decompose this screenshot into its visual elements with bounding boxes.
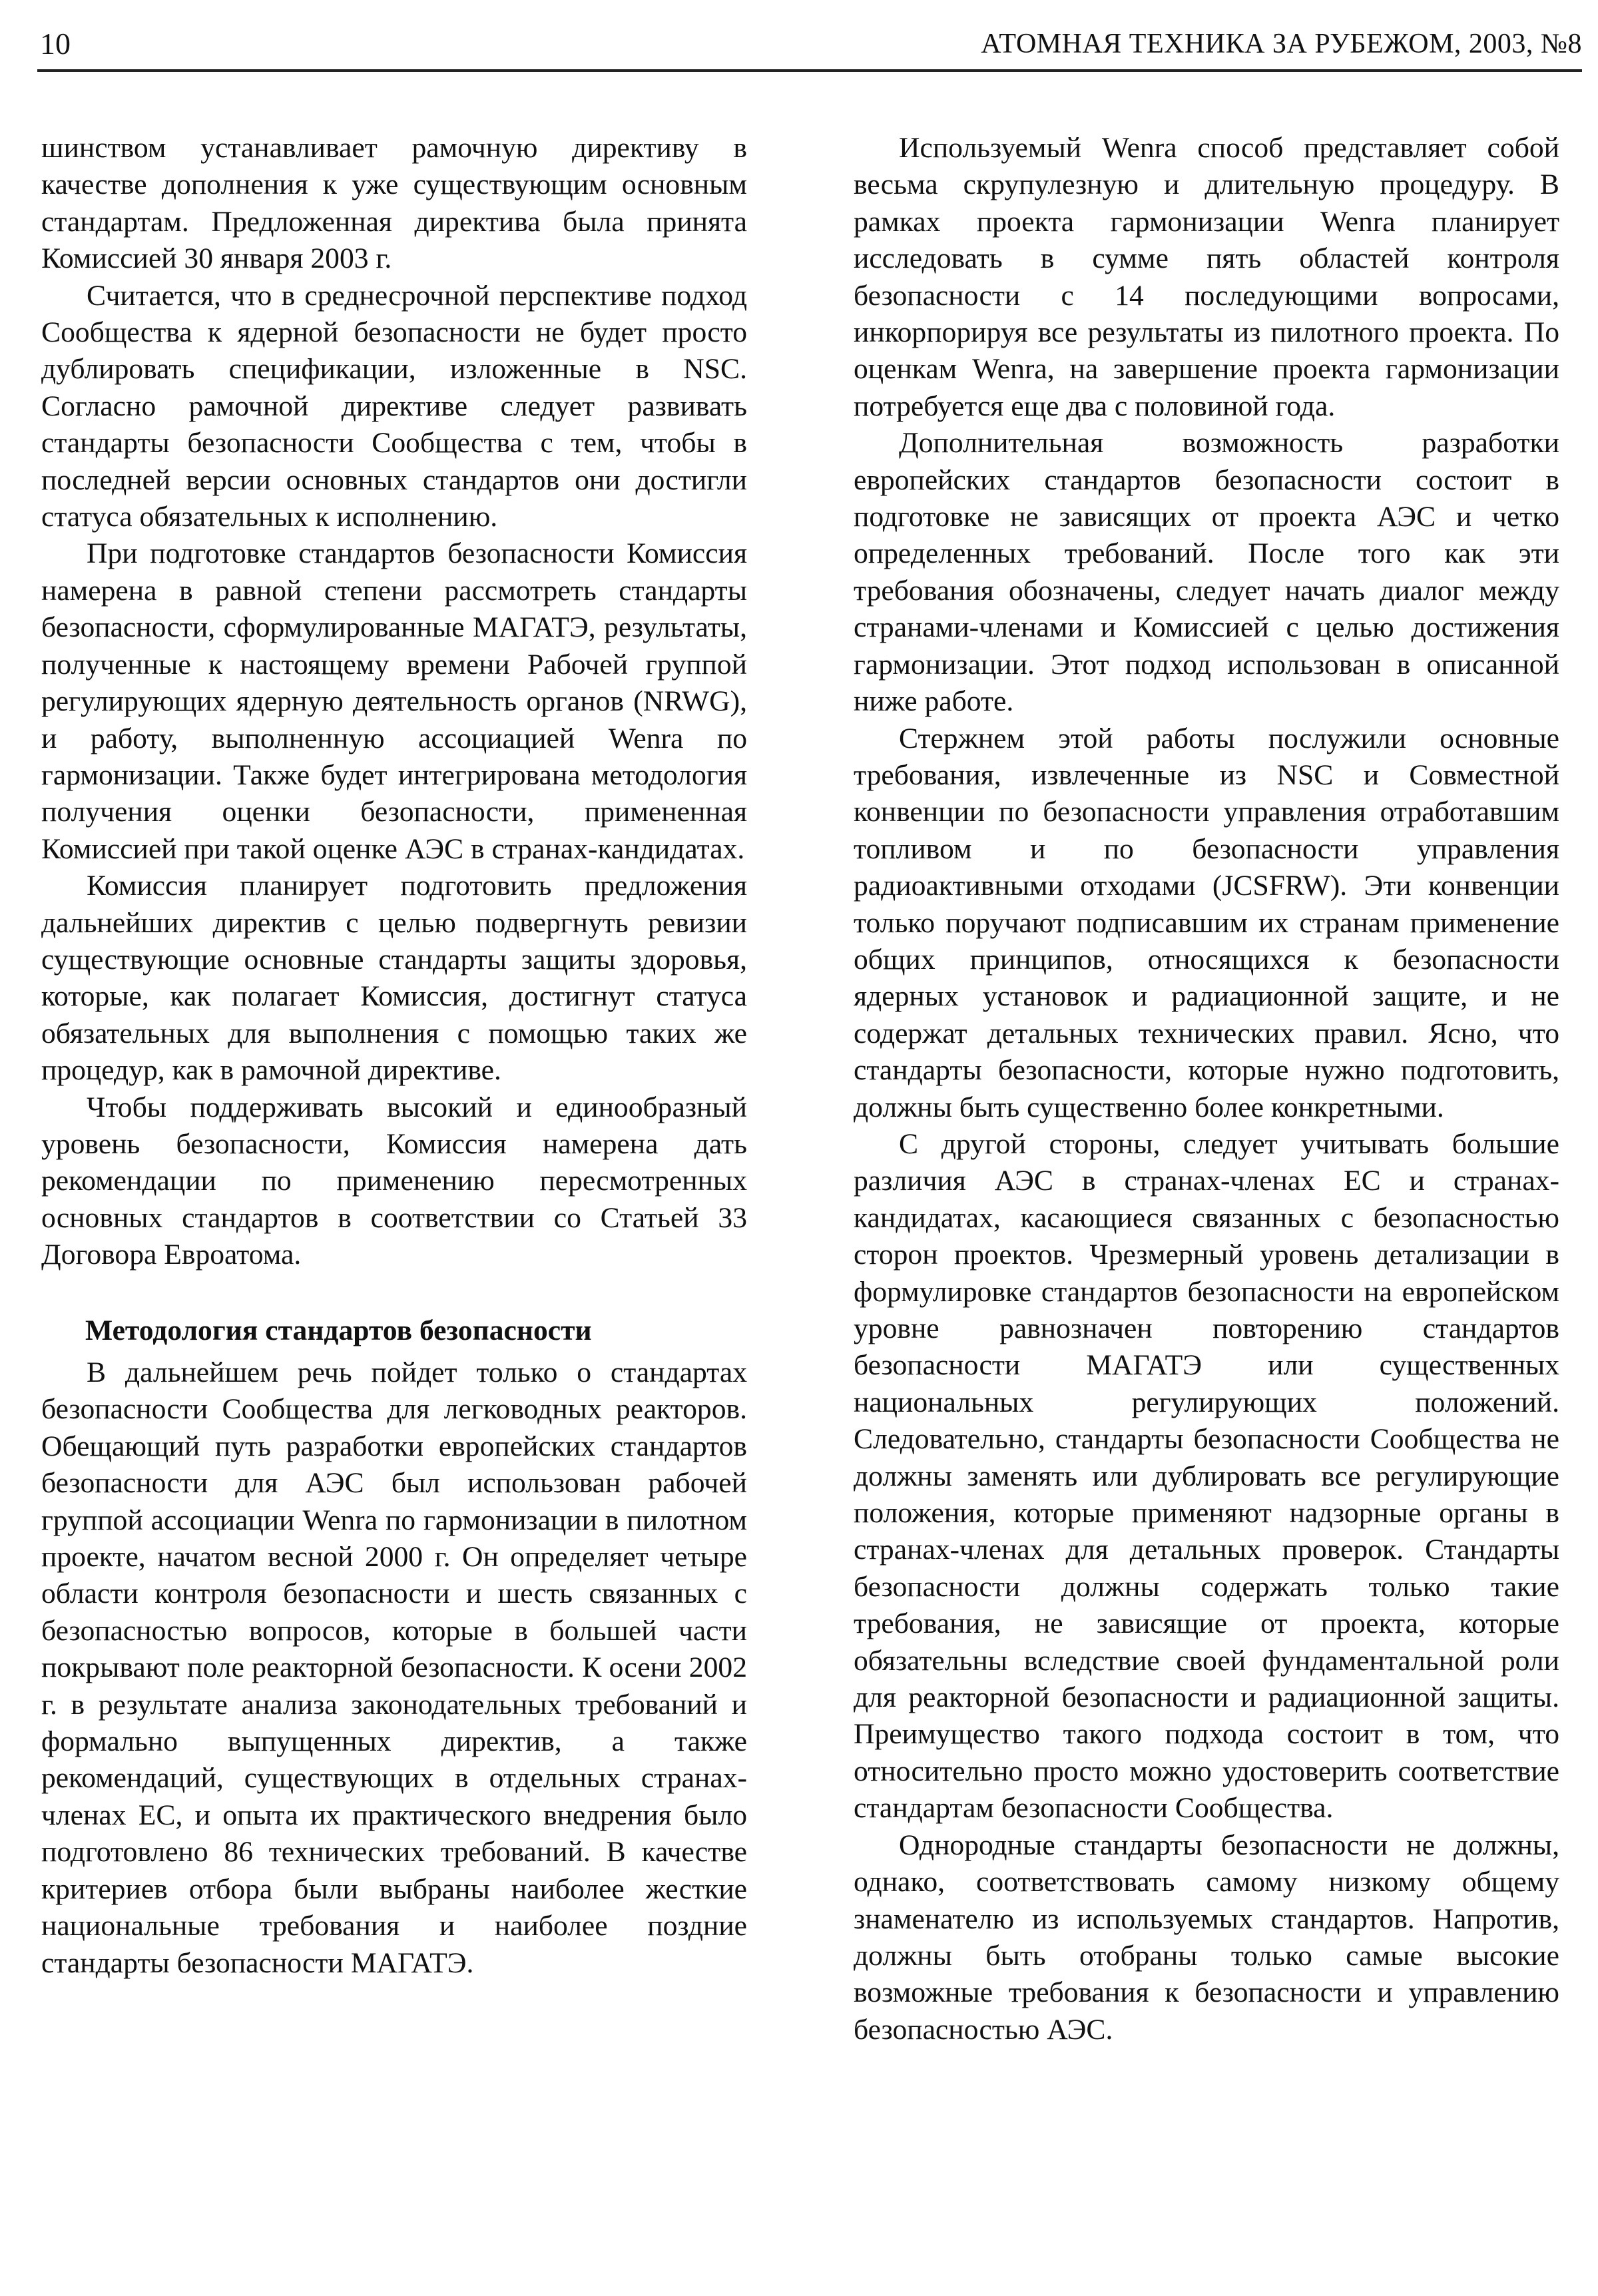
paragraph: В дальнейшем речь пойдет только о стандартах безопасности Сообщества для легководных реакторов. Обещающий путь разработки европейских стандартов безопасности для АЭС был использован рабочей группой ассоциации Wenra по гармонизации в пилотном проекте, начатом весной 2000 г. Он определяет четыре области контроля безопасности и шесть связанных с безопасностью вопросов, которые в большей части покрывают поле реакторной безопасности. К осени 2002 г. в результате анализа законодательных требований и формально выпущенных директив, а также рекомендаций, существующих в отдельных странах-членах ЕС, и опыта их практического внедрения было подготовлено 86 технических требований. В качестве критериев отбора были выбраны наиболее жесткие национальные требования и наиболее поздние стандарты безопасности МАГАТЭ. (41, 1356, 747, 1979)
paragraph: Используемый Wenra способ представляет собой весьма скрупулезную и длительную процедуру. В рамках проекта гармонизации Wenra планирует исследовать в сумме пять областей контроля безопасности с 14 последующими вопросами, инкорпорируя все результаты из пилотного проекта. По оценкам Wenra, на завершение проекта гармонизации потребуется еще два с половиной года. (854, 132, 1559, 422)
left-column (41, 130, 747, 1982)
page-header (37, 23, 1582, 72)
paragraph: Чтобы поддерживать высокий и единообразный уровень безопасности, Комиссия намерена дать рекомендации по применению пересмотренных основных стандартов в соответствии со Статьей 33 Договора Евроатома. (41, 1091, 747, 1271)
paragraph: Считается, что в среднесрочной перспективе подход Сообщества к ядерной безопасности не будет просто дублировать спецификации, изложенные в NSC. Согласно рамочной директиве следует развивать стандарты безопасности Сообщества с тем, чтобы в последней версии основных стандартов они достигли статуса обязательных к исполнению. (41, 279, 747, 533)
paragraph: шинством устанавливает рамочную директиву в качестве дополнения к уже существующим основным стандартам. Предложенная директива была принята Комиссией 30 января 2003 г. (41, 132, 747, 275)
paragraph: При подготовке стандартов безопасности Комиссия намерена в равной степени рассмотреть стандарты безопасности, сформулированные МАГАТЭ, результаты, полученные к настоящему времени Рабочей группой регулирующих ядерную деятельность органов (NRWG), и работу, выполненную ассоциацией Wenra по гармонизации. Также будет интегрирована методология получения оценки безопасности, примененная Комиссией при такой оценке АЭС в странах-кандидатах. (41, 537, 747, 865)
journal-title: АТОМНАЯ ТЕХНИКА ЗА РУБЕЖОМ, 2003, №8 (981, 29, 1582, 59)
page-number: 10 (40, 27, 71, 61)
paragraph: С другой стороны, следует учитывать большие различия АЭС в странах-членах ЕС и странах-кандидатах, касающиеся связанных с безопасностью сторон проектов. Чрезмерный уровень детализации в формулировке стандартов безопасности на европейском уровне равнозначен повторению стандартов безопасности МАГАТЭ или существенных национальных регулирующих положений. Следовательно, стандарты безопасности Сообщества не должны заменять или дублировать все регулирующие положения, которые применяют надзорные органы в странах-членах для детальных проверок. Стандарты безопасности должны содержать только такие требования, не зависящие от проекта, которые обязательны вследствие своей фундаментальной роли для реакторной безопасности и радиационной защиты. Преимущество такого подхода состоит в том, что относительно просто можно удостоверить соответствие стандартам безопасности Сообщества. (854, 1127, 1559, 1825)
paragraph: Однородные стандарты безопасности не должны, однако, соответствовать самому низкому общему знаменателю из используемых стандартов. Напротив, должны быть отобраны только самые высокие возможные требования к безопасности и управлению безопасностью АЭС. (854, 1829, 1559, 2046)
paragraph: Стержнем этой работы послужили основные требования, извлеченные из NSC и Совместной конвенции по безопасности управления отработавшим топливом и по безопасности управления радиоактивными отходами (JCSFRW). Эти конвенции только поручают подписавшим их странам применение общих принципов, относящихся к безопасности ядерных установок и радиационной защите, и не содержат детальных технических правил. Ясно, что стандарты безопасности, которые нужно подготовить, должны быть существенно более конкретными. (854, 722, 1559, 1123)
section-heading: Методология стандартов безопасности (85, 1314, 592, 1346)
paragraph: Дополнительная возможность разработки европейских стандартов безопасности состоит в подготовке не зависящих от проекта АЭС и четко определенных требований. После того как эти требования обозначены, следует начать диалог между странами-членами и Комиссией с целью достижения гармонизации. Этот подход использован в описанной ниже работе. (854, 427, 1559, 718)
right-column (854, 130, 1559, 2048)
paragraph: Комиссия планирует подготовить предложения дальнейших директив с целью подвергнуть ревизии существующие основные стандарты защиты здоровья, которые, как полагает Комиссия, достигнут статуса обязательных для выполнения с помощью таких же процедур, как в рамочной директиве. (41, 870, 747, 1087)
